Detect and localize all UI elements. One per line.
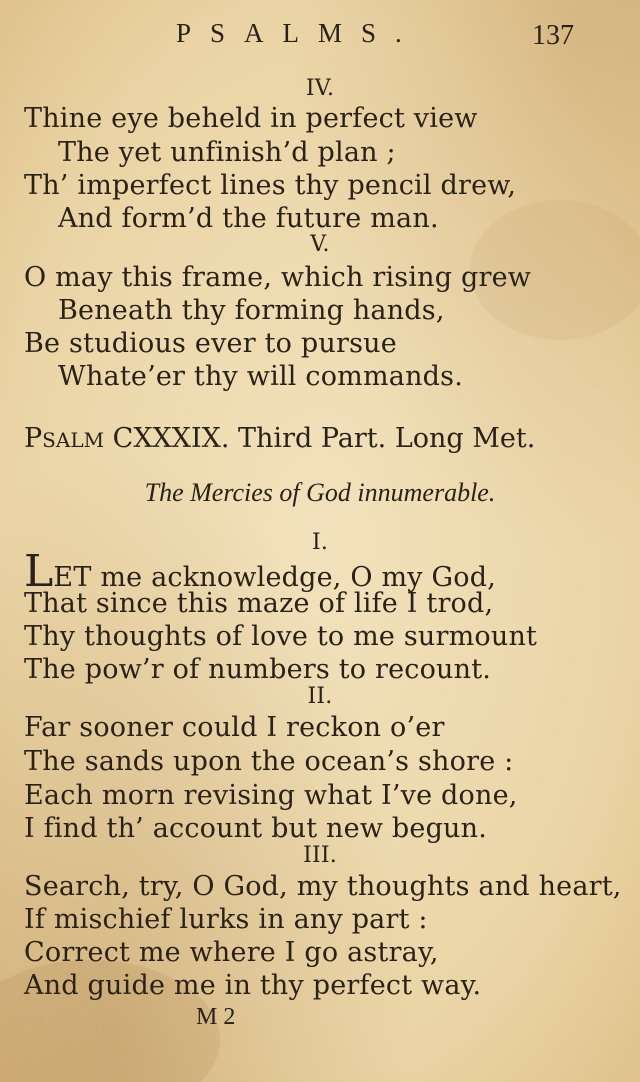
verse-line: Search, try, O God, my thoughts and heart, (24, 871, 622, 902)
verse-line: If mischief lurks in any part : (24, 904, 428, 935)
running-header: PSALMS. (176, 18, 421, 48)
verse-line-first-rest: ET me acknowledge, O my God, (53, 562, 496, 593)
verse-line: Thine eye beheld in perfect view (24, 103, 478, 134)
verse-line: Beneath thy forming hands, (58, 295, 445, 326)
psalm-subtitle: The Mercies of God innumerable. (144, 478, 496, 507)
verse-line: And form’d the future man. (58, 203, 439, 234)
verse-line: That since this maze of life I trod, (24, 588, 494, 619)
verse-line: Far sooner could I reckon o’er (24, 712, 445, 743)
page-number: 137 (532, 20, 574, 51)
stanza-numeral-v: V. (310, 232, 330, 257)
verse-line: Th’ imperfect lines thy pencil drew, (24, 170, 517, 201)
drop-capital: L (24, 546, 54, 597)
verse-line: Whate’er thy will commands. (58, 361, 463, 392)
psalm-heading (24, 423, 535, 454)
psalm-heading-rest: CXXXIX. Third Part. Long Met. (104, 423, 536, 454)
verse-line: Correct me where I go astray, (24, 937, 439, 968)
psalm-heading-initial: P (24, 423, 43, 454)
verse-line: The pow’r of numbers to recount. (24, 654, 492, 685)
verse-line: Each morn revising what I’ve done, (24, 780, 518, 811)
stanza-numeral-i: I. (311, 530, 329, 555)
stanza-numeral-iv: IV. (305, 76, 335, 101)
stanza-numeral-ii: II. (307, 684, 333, 709)
verse-line: And guide me in thy perfect way. (24, 970, 482, 1001)
signature-mark: M 2 (196, 1004, 236, 1030)
verse-line: Thy thoughts of love to me surmount (24, 621, 538, 652)
verse-line: I find th’ account but new begun. (24, 813, 488, 844)
stanza-numeral-iii: III. (303, 843, 337, 868)
verse-line: The yet unfinish’d plan ; (58, 137, 396, 168)
verse-line: The sands upon the ocean’s shore : (24, 746, 514, 777)
verse-line: O may this frame, which rising grew (24, 262, 532, 293)
verse-line: Be studious ever to pursue (24, 328, 397, 359)
psalm-heading-smallcaps: SALM (42, 428, 105, 452)
